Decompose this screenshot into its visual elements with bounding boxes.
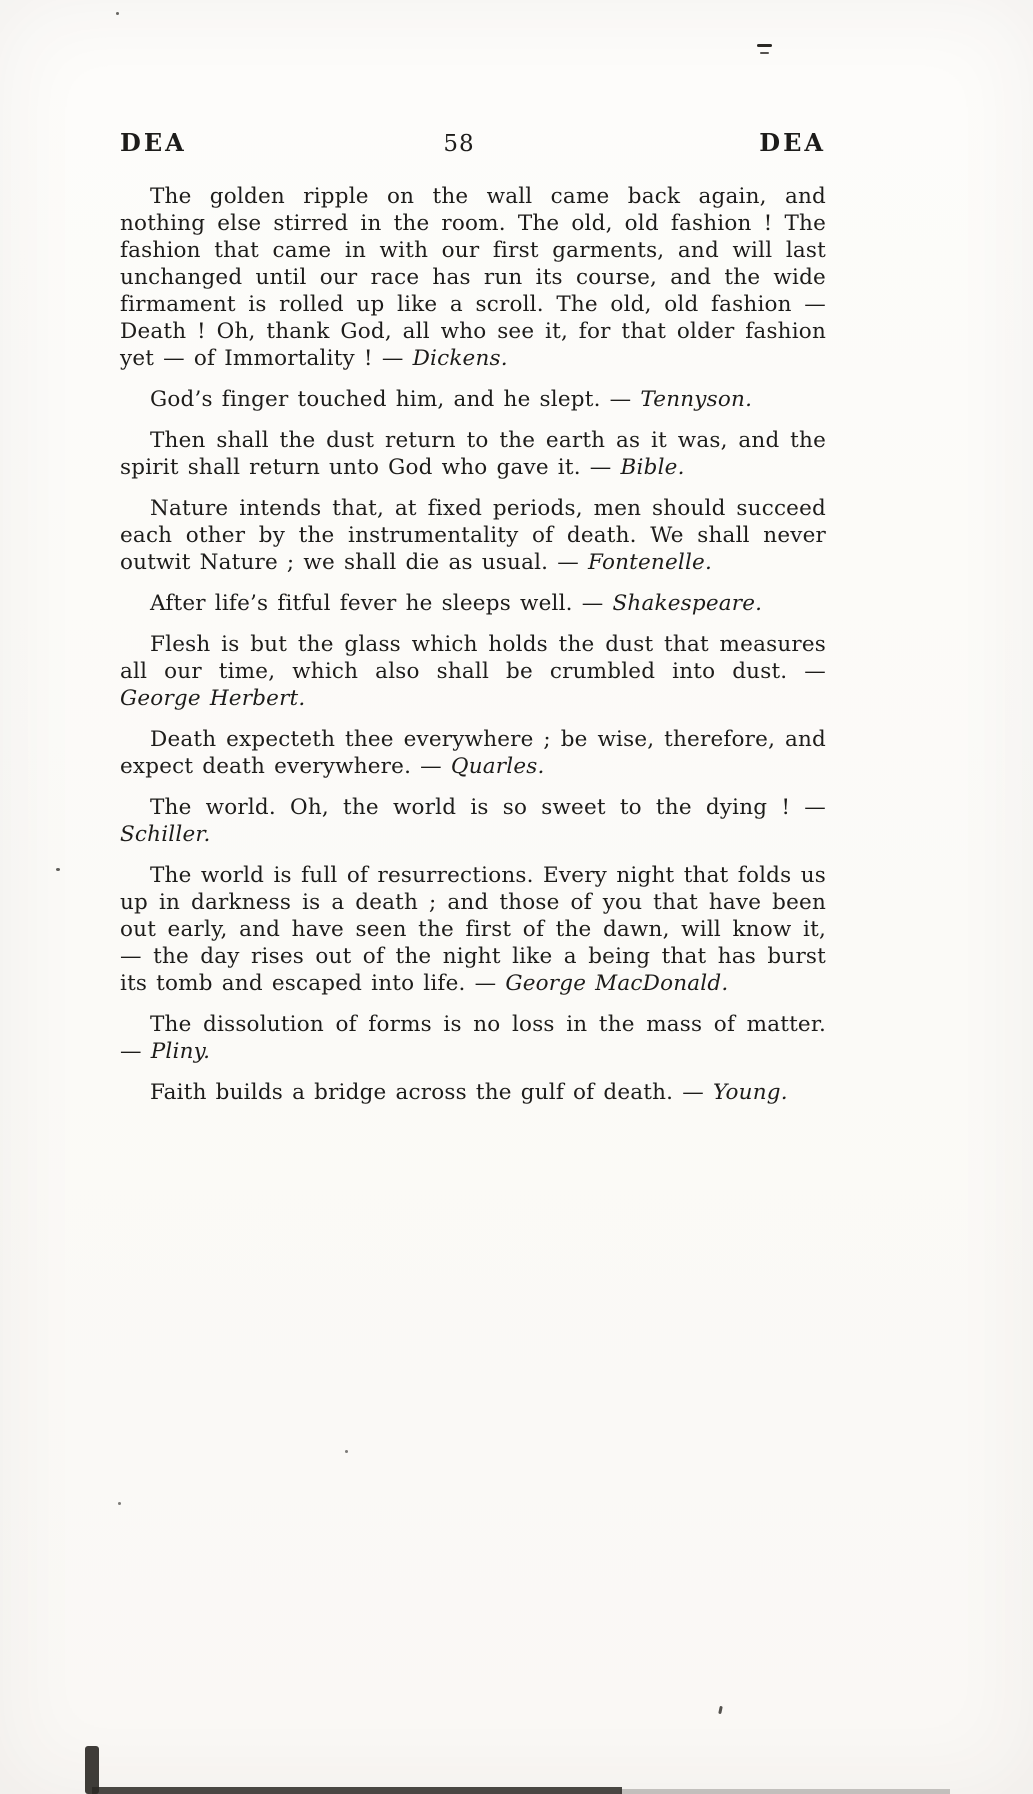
quote-text: Death expecteth thee everywhere ; be wise, therefore, and expect death everywhere. [120, 727, 826, 779]
attribution-dash: — [120, 1039, 142, 1064]
quote-paragraph [120, 794, 826, 848]
quote-author: Fontenelle. [588, 550, 712, 575]
scan-artifact-speck [718, 1706, 723, 1714]
scan-artifact-edge [92, 1787, 622, 1794]
quote-paragraph [120, 386, 826, 413]
attribution-dash: — [589, 455, 612, 480]
quote-author: Dickens. [412, 346, 508, 371]
quote-paragraph [120, 495, 826, 576]
page-number: 58 [443, 131, 475, 157]
scan-artifact-speck [345, 1450, 348, 1453]
attribution-dash: — [381, 346, 404, 371]
header-guide-word-left: DEA [120, 128, 187, 157]
quote-author: Tennyson. [640, 387, 753, 412]
quote-paragraph [120, 183, 826, 372]
quote-text: Faith builds a bridge across the gulf of death. [150, 1080, 674, 1105]
quote-author: Quarles. [450, 754, 545, 779]
attribution-dash: — [474, 971, 497, 996]
quote-text: After life’s fitful fever he sleeps well. [150, 591, 573, 616]
header-guide-word-right: DEA [759, 128, 826, 157]
quote-text: The golden ripple on the wall came back again, and nothing else stirred in the room. The old, old fashion ! The fashion that came in with our first garments, and will last unchanged until our race has run its course, and the wide firmament is rolled up like a scroll. The old, old fashion — Death ! Oh, thank God, all who see it, for that older fashion yet — of Immortality ! [120, 184, 826, 371]
quote-author: Young. [712, 1080, 788, 1105]
quote-author: Schiller. [120, 822, 211, 847]
quote-paragraph [120, 590, 826, 617]
quote-author: Shakespeare. [612, 591, 763, 616]
attribution-dash: — [420, 754, 442, 779]
quote-text: Then shall the dust return to the earth as it was, and the spirit shall return unto God who gave it. [120, 428, 826, 480]
attribution-dash: — [609, 387, 632, 412]
quote-author: Bible. [620, 455, 685, 480]
quote-author: George MacDonald. [505, 971, 729, 996]
quote-paragraph [120, 1011, 826, 1065]
scan-artifact-dash [760, 52, 769, 54]
quote-text: Nature intends that, at fixed periods, men should succeed each other by the instrumentality of death. We shall never outwit Nature ; we shall die as usual. [120, 496, 826, 575]
quote-text: God’s finger touched him, and he slept. [150, 387, 601, 412]
scan-artifact-speck [56, 868, 60, 871]
running-head [120, 128, 826, 157]
quote-text: The world is full of resurrections. Every night that folds us up in darkness is a death ; and those of you that have been out early, and have seen the first of the dawn, will know it, — the day rises out of the night like a being that has burst its tomb and escaped into life. [120, 863, 826, 996]
attribution-dash: — [682, 1080, 704, 1105]
quote-paragraph [120, 631, 826, 712]
quote-text: Flesh is but the glass which holds the dust that measures all our time, which also shall be crumbled into dust. [120, 632, 826, 684]
quote-paragraph [120, 427, 826, 481]
quote-author: Pliny. [150, 1039, 211, 1064]
attribution-dash: — [581, 591, 604, 616]
quote-paragraph [120, 862, 826, 997]
quote-text: The dissolution of forms is no loss in the mass of matter. [150, 1012, 826, 1037]
text-block [120, 128, 826, 1106]
scan-artifact-edge [620, 1789, 950, 1794]
scan-artifact-speck [118, 1502, 121, 1505]
attribution-dash: — [804, 659, 826, 684]
quote-author: George Herbert. [120, 686, 306, 711]
quote-paragraph [120, 726, 826, 780]
quote-text: The world. Oh, the world is so sweet to the dying ! [150, 795, 805, 820]
quote-paragraph [120, 1079, 826, 1106]
attribution-dash: — [557, 550, 579, 575]
attribution-dash: — [804, 795, 826, 820]
scan-artifact-speck [116, 12, 119, 15]
scan-artifact-dash [757, 44, 772, 47]
